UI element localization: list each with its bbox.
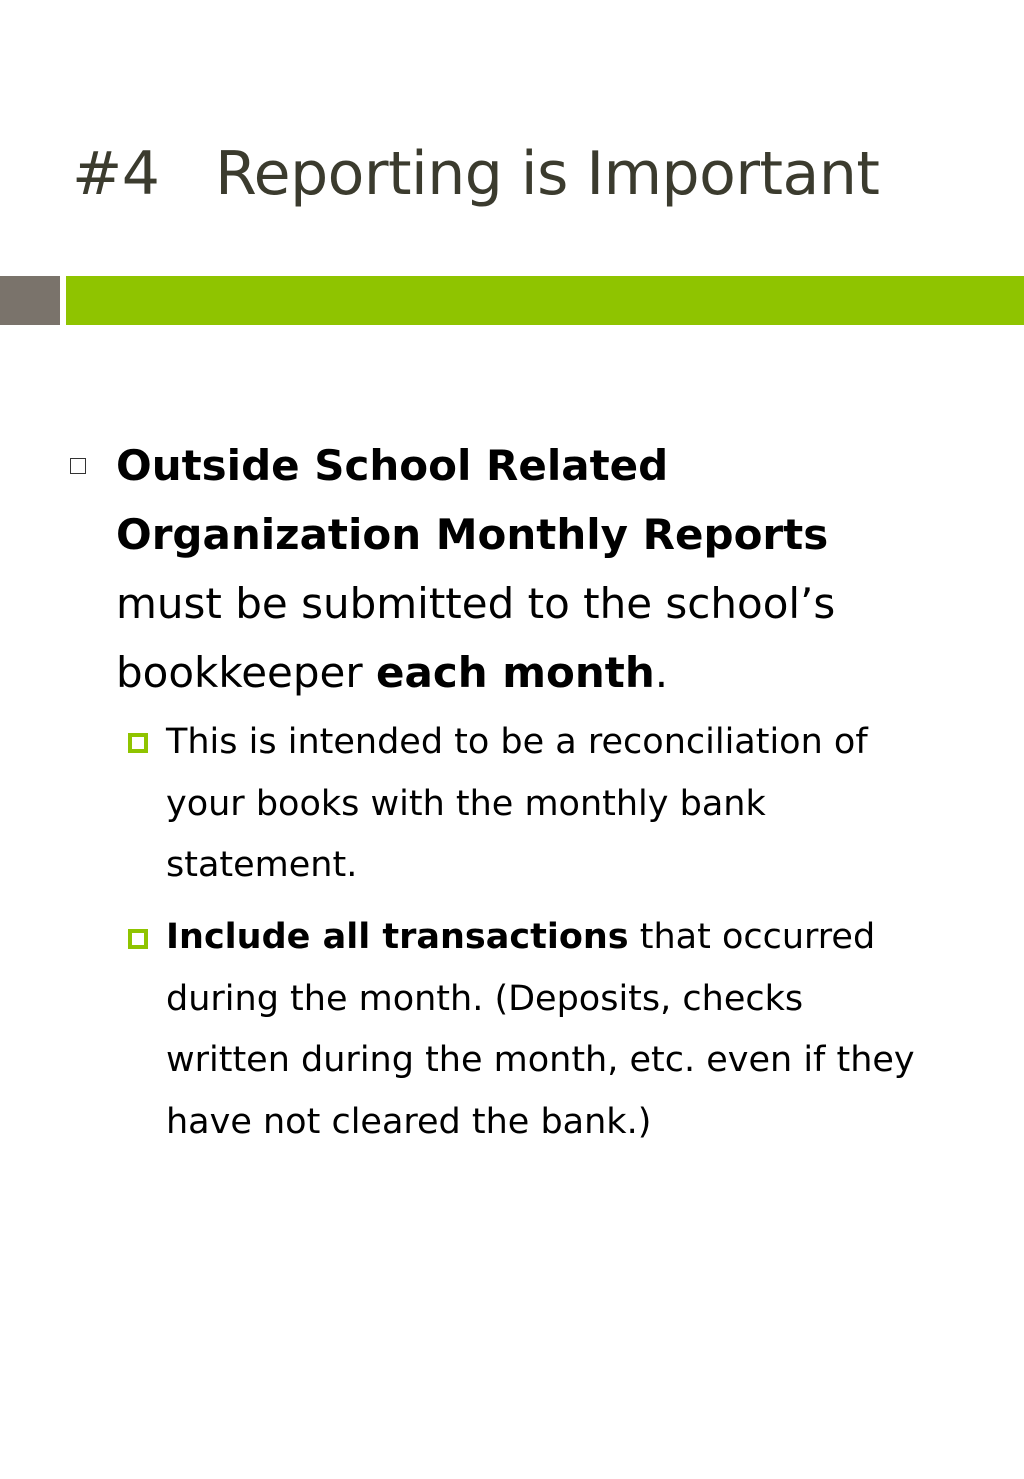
sub-bullet-reconciliation — [166, 712, 926, 897]
sub-bullet-square-icon — [128, 733, 148, 753]
bullet-reports-requirement — [116, 431, 916, 707]
bullet-bold-lead: Outside School Related Organization Monthly Reports — [116, 441, 829, 559]
bullet-end: . — [654, 648, 669, 697]
sub-bullet-text: that occurred during the month. (Deposits, checks written during the month, etc. even if they have not cleared the bank.) — [166, 917, 915, 1142]
bullet-bold-tail: each month — [376, 648, 655, 697]
accent-square — [0, 276, 60, 325]
sub-bullet-bold-lead: Include all transactions — [166, 917, 629, 957]
bullet-box-icon — [70, 458, 86, 474]
accent-bar — [66, 276, 1024, 325]
sub-bullet-text: This is intended to be a reconciliation of your books with the monthly bank statement. — [166, 722, 868, 885]
bullet-text: must be submitted to the school’s bookkeeper — [116, 579, 836, 697]
slide-title: #4 Reporting is Important — [72, 139, 880, 209]
sub-bullet-transactions — [166, 907, 926, 1153]
sub-bullet-square-icon — [128, 929, 148, 949]
